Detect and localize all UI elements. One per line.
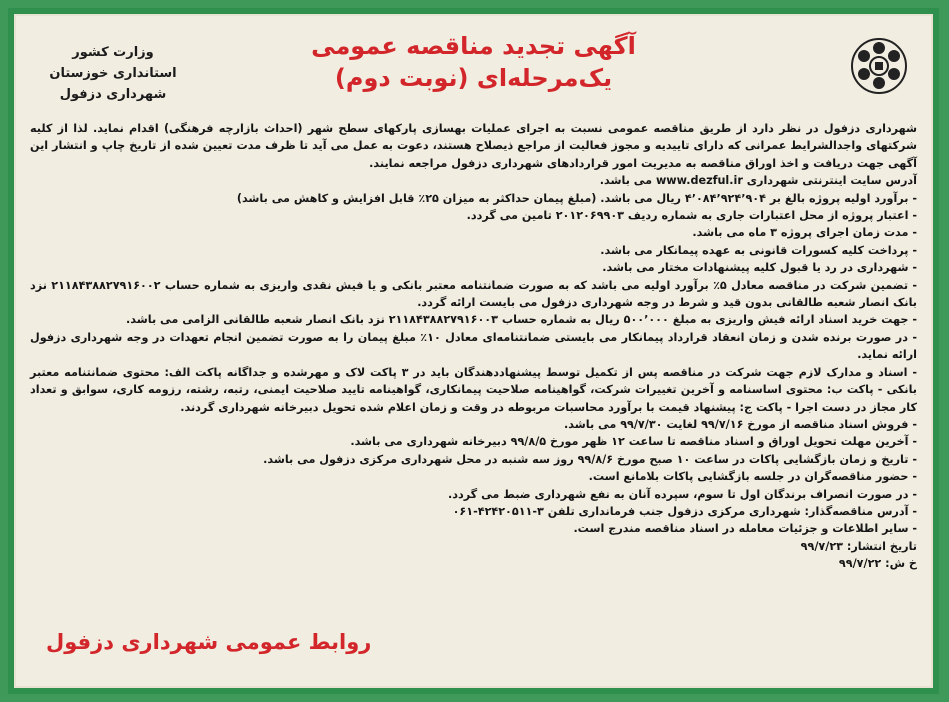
intro-paragraph: شهرداری دزفول در نظر دارد از طریق مناقصه عمومی نسبت به اجرای عملیات بهسازی پارکهای سطح شهر (احداث بازارچه فرهنگی) اقدام نماید. لذا از کلیه شرکتهای واجدالشرایط عمرانی که دارای تاییدیه و مجوز فعالیت از مراجع ذیصلاح هستند، دعوت به عمل می آید تا ظرف مدت تعیین شده از تاریخ چاپ و انتشار این آگهی جهت دریافت و اخذ اوراق مناقصه به مدیریت امور قراردادهای شهرداری دزفول مراجعه نمایند. [30,122,917,170]
body-line: - اسناد و مدارک لازم جهت شرکت در مناقصه پس از تکمیل توسط پیشنهاددهندگان باید در ۳ پاکت لاک و مهرشده و جداگانه پاکت الف: محتوی ضمانتنامه معتبر بانکی - پاکت ب: محتوی اساسنامه و آخرین تغییرات شرکت، گواهینامه صلاحیت پیمانکاری، گواهینامه تایید صلاحیت ایمنی، رتبه، رشته، رزومه کاری، سوابق و تعداد کار مجاز در دست اجرا - پاکت ج: پیشنهاد قیمت با برآورد محاسبات مربوطه در وقت و زمان اعلام شده تحویل دبیرخانه شهرداری گردند. [30,365,917,414]
body-line: - در صورت انصراف برندگان اول تا سوم، سپرده آنان به نفع شهرداری ضبط می گردد. [447,487,917,501]
body-line: - برآورد اولیه پروژه بالغ بر ۴٬۰۸۴٬۹۲۴٬۹۰۴ ریال می باشد. (مبلغ پیمان حداکثر به میزان ۲۵٪ قابل افزایش و کاهش می باشد) [236,191,917,205]
notice-title [16,30,931,94]
body-line: - مدت زمان اجرای پروژه ۳ ماه می باشد. [692,226,917,240]
public-relations-signature: روابط عمومی شهرداری دزفول [46,630,372,654]
body-line: - تضمین شرکت در مناقصه معادل ۵٪ برآورد اولیه می باشد که به صورت ضمانتنامه معتبر بانکی و یا فیش نقدی واریزی به شماره حساب ۲۱۱۸۴۳۸۸۲۷۹۱۶۰۰۲ نزد بانک انصار شعبه طالقانی بدون قید و شرط در وجه شهرداری دزفول می بایست ارائه گردد. [30,278,917,310]
body-line: - سایر اطلاعات و جزئیات معامله در اسناد مناقصه مندرج است. [573,522,917,536]
title-line-1: آگهی تجدید مناقصه عمومی [311,32,636,60]
notice-body [30,120,917,573]
body-line: - آخرین مهلت تحویل اوراق و اسناد مناقصه تا ساعت ۱۲ ظهر مورخ ۹۹/۸/۵ دبیرخانه شهرداری می باشد. [350,435,917,449]
body-line: - تاریخ و زمان بازگشایی پاکات در ساعت ۱۰ صبح مورخ ۹۹/۸/۶ روز سه شنبه در محل شهرداری مرکزی دزفول می باشد. [263,452,917,466]
body-line: - پرداخت کلیه کسورات قانونی به عهده پیمانکار می باشد. [600,243,917,257]
body-line: - اعتبار پروژه از محل اعتبارات جاری به شماره ردیف ۲۰۱۲۰۶۹۹۰۳ تامین می گردد. [466,209,917,223]
governorate-line: استانداری خوزستان [49,66,177,81]
notice-paper [14,14,933,688]
title-line-2: یک‌مرحله‌ای (نوبت دوم) [334,64,613,92]
body-line: - جهت خرید اسناد ارائه فیش واریزی به مبلغ ۵۰۰٬۰۰۰ ریال به شماره حساب ۲۱۱۸۴۳۸۸۲۷۹۱۶۰۰۳ نزد بانک انصار شعبه طالقانی الزامی می باشد. [126,313,917,327]
body-line: - فروش اسناد مناقصه از مورخ ۹۹/۷/۱۶ لغایت ۹۹/۷/۳۰ می باشد. [564,417,917,431]
body-line: - آدرس مناقصه‌گذار: شهرداری مرکزی دزفول جنب فرمانداری تلفن ۳-۴۲۴۲۰۵۱۱-۰۶۱ [452,504,917,518]
reference-code: خ ش: ۹۹/۷/۲۲ [838,557,917,571]
publish-date: تاریخ انتشار: ۹۹/۷/۲۳ [800,539,917,553]
ministry-line: وزارت کشور [72,45,154,60]
municipality-line: شهرداری دزفول [59,87,167,102]
body-line: - حضور مناقصه‌گران در جلسه بازگشایی پاکات بلامانع است. [588,470,917,484]
body-line: - شهرداری در رد یا قبول کلیه پیشنهادات مختار می باشد. [602,261,917,275]
body-line: - در صورت برنده شدن و زمان انعقاد قرارداد پیمانکار می بایستی ضمانتنامه‌ای معادل ۱۰٪ مبلغ پیمان را به صورت تضمین انجام تعهدات در وجه شهرداری دزفول ارائه نماید. [30,330,917,362]
green-frame [8,8,939,694]
body-line: آدرس سایت اینترنتی شهرداری www.dezful.ir می باشد. [599,174,917,188]
